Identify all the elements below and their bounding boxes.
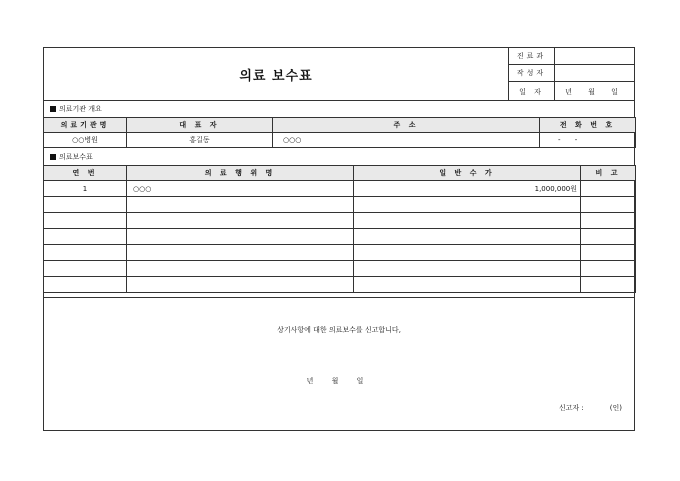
remark-cell[interactable] <box>581 197 636 213</box>
representative-cell[interactable]: 홍길동 <box>127 133 273 148</box>
address-cell[interactable]: ○○○ <box>273 133 540 148</box>
procedure-cell[interactable] <box>127 245 354 261</box>
remark-cell[interactable] <box>581 277 636 293</box>
serial-cell[interactable] <box>44 245 127 261</box>
square-bullet-icon <box>50 106 56 112</box>
approval-label: 작성자 <box>509 65 555 81</box>
approval-row-department <box>509 48 635 65</box>
section-heading-fees <box>50 151 93 163</box>
serial-cell[interactable] <box>44 213 127 229</box>
remark-cell[interactable] <box>581 229 636 245</box>
fee-cell[interactable] <box>354 245 581 261</box>
fee-cell[interactable] <box>354 229 581 245</box>
approval-label: 일 자 <box>509 82 555 101</box>
section-heading-institution <box>50 103 102 115</box>
procedure-cell[interactable] <box>127 277 354 293</box>
section-label: 의료기관 개요 <box>59 105 102 113</box>
square-bullet-icon <box>50 154 56 160</box>
remark-cell[interactable] <box>581 213 636 229</box>
remark-cell[interactable] <box>581 261 636 277</box>
serial-cell[interactable] <box>44 229 127 245</box>
declaration-text: 상기사항에 대한 의료보수를 신고합니다, <box>277 326 401 334</box>
column-header: 연 번 <box>44 166 127 181</box>
declaration-date[interactable]: 년 월 일 <box>306 377 372 385</box>
serial-cell[interactable]: 1 <box>44 181 127 197</box>
phone-cell[interactable]: - - <box>540 133 636 148</box>
procedure-cell[interactable]: ○○○ <box>127 181 354 197</box>
column-header: 전 화 번 호 <box>540 118 636 133</box>
seal-label[interactable]: (인) <box>609 404 622 412</box>
approval-row-writer <box>509 65 635 82</box>
fee-header-row <box>44 166 636 181</box>
institution-header-row <box>44 118 636 133</box>
table-row <box>44 277 636 293</box>
fee-schedule-form <box>43 47 635 431</box>
approval-value[interactable]: 년 월 일 <box>565 87 625 96</box>
fee-cell[interactable]: 1,000,000원 <box>354 181 581 197</box>
fee-table <box>43 165 636 293</box>
procedure-cell[interactable] <box>127 197 354 213</box>
fee-cell[interactable] <box>354 197 581 213</box>
column-header: 의 료 행 위 명 <box>127 166 354 181</box>
procedure-cell[interactable] <box>127 229 354 245</box>
table-row <box>44 181 636 197</box>
procedure-cell[interactable] <box>127 213 354 229</box>
fee-cell[interactable] <box>354 261 581 277</box>
approval-value[interactable] <box>555 65 635 81</box>
table-row <box>44 229 636 245</box>
table-row <box>44 261 636 277</box>
institution-name-cell[interactable]: ○○병원 <box>44 133 127 148</box>
form-header <box>44 48 634 101</box>
serial-cell[interactable] <box>44 197 127 213</box>
procedure-cell[interactable] <box>127 261 354 277</box>
serial-cell[interactable] <box>44 277 127 293</box>
table-row <box>44 245 636 261</box>
column-header: 대 표 자 <box>127 118 273 133</box>
table-row <box>44 213 636 229</box>
institution-data-row <box>44 133 636 148</box>
institution-table <box>43 117 636 148</box>
approval-label: 진료과 <box>509 48 555 64</box>
reporter-signature <box>559 403 622 413</box>
fee-cell[interactable] <box>354 277 581 293</box>
column-header: 주 소 <box>273 118 540 133</box>
reporter-label: 신고자 : <box>558 404 584 412</box>
approval-value[interactable] <box>555 48 635 64</box>
column-header: 의료기관명 <box>44 118 127 133</box>
fee-cell[interactable] <box>354 213 581 229</box>
remark-cell[interactable] <box>581 181 636 197</box>
approval-row-date <box>509 82 635 101</box>
remark-cell[interactable] <box>581 245 636 261</box>
column-header: 일 반 수 가 <box>354 166 581 181</box>
table-row <box>44 197 636 213</box>
form-title: 의료 보수표 <box>239 69 313 84</box>
approval-box <box>508 48 634 101</box>
section-label: 의료보수표 <box>59 153 93 161</box>
declaration-area <box>44 297 634 430</box>
serial-cell[interactable] <box>44 261 127 277</box>
column-header: 비 고 <box>581 166 636 181</box>
